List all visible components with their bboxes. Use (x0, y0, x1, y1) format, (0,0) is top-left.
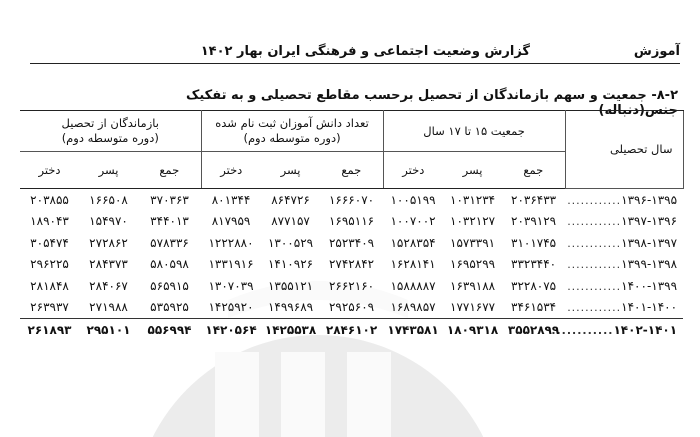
value-cell: ۲۸۱۸۴۸ (30, 278, 69, 293)
leader-dots: ............ (567, 193, 622, 207)
value-cell: ۲۰۳۶۴۳۳ (511, 192, 557, 207)
value-cell: ۱۰۰۷۰۰۲ (390, 214, 436, 229)
leader-dots: ............ (567, 258, 622, 272)
subheader-male: پسر (261, 152, 320, 189)
value-cell: ۵۳۵۹۲۵ (150, 300, 189, 315)
value-cell: ۱۸۹۰۴۳ (30, 214, 69, 229)
year-label: ۱۴۰۲-۱۴۰۱ (613, 322, 678, 337)
value-cell: ۸۷۷۱۵۷ (271, 214, 310, 229)
subheader-male: پسر (443, 152, 502, 189)
year-cell (565, 189, 683, 211)
value-cell: ۱۰۳۲۱۲۷ (450, 214, 496, 229)
value-cell: ۲۶۳۹۳۷ (30, 300, 69, 315)
page-header (30, 40, 680, 66)
value-cell: ۱۴۲۵۹۲۰ (208, 300, 254, 315)
value-cell: ۳۷۰۳۶۳ (150, 192, 189, 207)
section-label: آموزش (633, 44, 680, 59)
table-row (20, 275, 683, 297)
value-cell: ۲۸۴۳۷۳ (89, 257, 128, 272)
header-rule (30, 63, 680, 64)
value-cell: ۱۳۵۵۱۲۱ (267, 278, 314, 293)
leader-dots: ............ (567, 279, 622, 293)
value-cell: ۲۷۲۸۶۲ (89, 235, 128, 250)
value-cell: ۲۶۱۸۹۳ (20, 319, 79, 341)
value-cell: ۱۰۳۱۲۳۴ (450, 192, 496, 207)
subheader-female: دختر (20, 152, 79, 189)
subheader-total: جمع (320, 152, 383, 189)
group-header-enrolled (201, 111, 383, 152)
subheader-total: جمع (502, 152, 565, 189)
value-cell: ۵۷۸۳۳۶ (150, 235, 189, 250)
group-header-sublabel: (دوره متوسطه دوم) (243, 131, 341, 145)
year-label: ۱۳۹۶-۱۳۹۵ (621, 192, 678, 207)
value-cell: ۱۲۲۲۸۸۰ (208, 235, 254, 250)
table-title: ۸-۲- جمعیت و سهم بازماندگان از تحصیل برحسب مقاطع تحصیلی و به تفکیک جنس(دنباله) (186, 88, 678, 118)
value-cell: ۲۹۵۱۰۱ (79, 319, 138, 341)
value-cell: ۱۶۶۶۰۷۰ (328, 192, 375, 207)
value-cell: ۱۵۲۸۳۵۴ (390, 235, 436, 250)
subheader-total: جمع (138, 152, 201, 189)
value-cell: ۱۴۲۰۵۶۴ (201, 319, 261, 341)
subheader-female: دختر (383, 152, 443, 189)
value-cell: ۱۳۰۷۰۳۹ (208, 278, 254, 293)
value-cell: ۱۶۹۵۲۹۹ (450, 257, 496, 272)
group-header-label: تعداد دانش آموزان ثبت نام شده (215, 116, 369, 130)
value-cell: ۱۷۷۱۶۷۷ (450, 300, 496, 315)
table-row-latest (20, 319, 683, 341)
subheader-male: پسر (79, 152, 138, 189)
value-cell: ۲۸۴۶۱۰۲ (320, 319, 383, 341)
value-cell: ۸۶۴۷۲۶ (271, 192, 310, 207)
value-cell: ۱۵۸۸۸۸۷ (390, 278, 436, 293)
year-label: ۱۴۰۰-۱۳۹۹ (621, 278, 678, 293)
value-cell: ۱۸۰۹۳۱۸ (443, 319, 502, 341)
subheader-female: دختر (201, 152, 261, 189)
value-cell: ۱۵۴۹۷۰ (89, 214, 128, 229)
table-row (20, 189, 683, 211)
value-cell: ۲۷۱۹۸۸ (89, 300, 128, 315)
value-cell: ۲۸۴۰۶۷ (89, 278, 128, 293)
group-header-label: بازماندگان از تحصیل (61, 116, 159, 130)
value-cell: ۲۰۳۸۵۵ (30, 192, 69, 207)
value-cell: ۲۷۴۲۸۴۲ (328, 257, 375, 272)
leader-dots: ............ (567, 215, 622, 229)
leader-dots: ............ (567, 301, 622, 315)
value-cell: ۳۴۶۱۵۳۴ (511, 300, 557, 315)
value-cell: ۲۶۶۲۱۶۰ (328, 278, 375, 293)
value-cell: ۱۷۴۳۵۸۱ (383, 319, 443, 341)
value-cell: ۲۹۲۵۶۰۹ (328, 300, 375, 315)
year-label: ۱۳۹۹-۱۳۹۸ (621, 257, 678, 272)
year-label: ۱۳۹۷-۱۳۹۶ (621, 214, 678, 229)
value-cell: ۱۵۷۳۳۹۱ (450, 235, 496, 250)
value-cell: ۵۸۰۵۹۸ (150, 257, 189, 272)
value-cell: ۱۶۳۹۱۸۸ (450, 278, 496, 293)
value-cell: ۱۶۶۵۰۸ (89, 192, 128, 207)
value-cell: ۱۶۹۵۱۱۶ (328, 214, 375, 229)
leader-dots: ............ (567, 236, 622, 250)
year-cell (565, 254, 683, 276)
value-cell: ۱۴۲۵۵۳۸ (261, 319, 320, 341)
value-cell: ۱۰۰۵۱۹۹ (390, 192, 436, 207)
value-cell: ۳۱۰۱۷۴۵ (511, 235, 557, 250)
value-cell: ۳۴۴۰۱۳ (150, 214, 189, 229)
value-cell: ۱۴۱۰۹۲۶ (267, 257, 314, 272)
group-header-label: جمعیت ۱۵ تا ۱۷ سال (423, 123, 525, 138)
year-label: ۱۴۰۱-۱۴۰۰ (621, 300, 678, 315)
table-row (20, 232, 683, 254)
group-header-sublabel: (دوره متوسطه دوم) (61, 131, 159, 145)
group-header-dropouts (20, 111, 201, 152)
value-cell: ۱۶۸۹۸۵۷ (390, 300, 436, 315)
year-cell (565, 275, 683, 297)
leader-dots: ............ (551, 323, 614, 337)
table-row (20, 211, 683, 233)
year-cell (565, 297, 683, 319)
report-title: گزارش وضعیت اجتماعی و فرهنگی ایران بهار ۱۴۰۲ (200, 44, 530, 59)
value-cell: ۱۳۰۰۵۲۹ (267, 235, 314, 250)
year-column-header: سال تحصیلی (565, 111, 683, 189)
value-cell: ۵۵۶۹۹۴ (138, 319, 201, 341)
value-cell: ۳۳۲۳۴۴۰ (511, 257, 557, 272)
year-label: ۱۳۹۸-۱۳۹۷ (621, 235, 678, 250)
year-cell (551, 319, 683, 341)
data-table (20, 110, 684, 341)
value-cell: ۸۱۷۹۵۹ (211, 214, 251, 229)
table-row (20, 297, 683, 319)
value-cell: ۱۳۳۱۹۱۶ (208, 257, 254, 272)
value-cell: ۱۶۲۸۱۴۱ (390, 257, 436, 272)
value-cell: ۵۶۵۹۱۵ (150, 278, 189, 293)
value-cell: ۱۴۹۹۶۸۹ (267, 300, 314, 315)
value-cell: ۸۰۱۳۴۴ (211, 192, 251, 207)
value-cell: ۲۵۲۳۴۰۹ (328, 235, 375, 250)
value-cell: ۳۲۲۸۰۷۵ (511, 278, 557, 293)
value-cell: ۲۰۳۹۱۲۹ (511, 214, 557, 229)
year-cell (565, 211, 683, 233)
table-row (20, 254, 683, 276)
year-cell (565, 232, 683, 254)
value-cell: ۳۰۵۴۷۴ (30, 235, 69, 250)
value-cell: ۳۵۵۲۸۹۹ (502, 319, 565, 341)
value-cell: ۲۹۶۲۲۵ (30, 257, 69, 272)
group-header-population (383, 111, 565, 152)
